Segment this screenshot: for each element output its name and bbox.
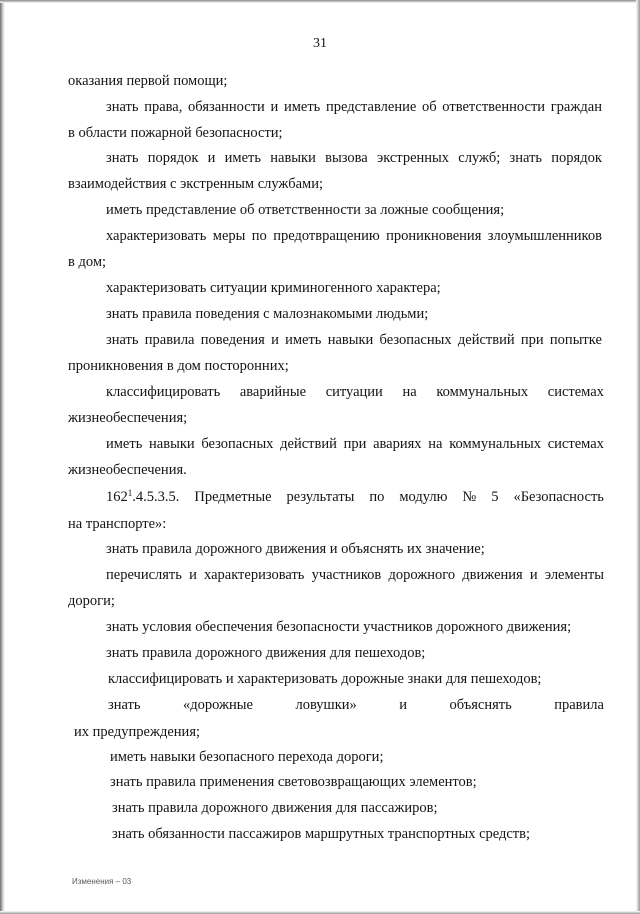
word: иметь: [224, 150, 261, 166]
word: знать: [106, 150, 139, 166]
section-number-main: 162: [106, 489, 128, 505]
word: поведения: [200, 332, 265, 348]
text-line: дороги;: [68, 593, 115, 609]
word: ситуации: [325, 384, 383, 400]
text-line: знать условия обеспечения безопасности участников дорожного движения;: [106, 619, 572, 635]
word: «дорожные: [182, 697, 253, 713]
word: 5: [491, 489, 499, 505]
word: действий: [280, 436, 337, 452]
text-line: жизнеобеспечения.: [68, 462, 187, 478]
word: навыки: [327, 332, 374, 348]
word: ответственности: [442, 99, 546, 115]
text-line: оказания первой помощи;: [68, 73, 228, 89]
word: классифицировать: [106, 384, 221, 400]
text-line: [106, 383, 604, 401]
word: вызова: [325, 150, 368, 166]
scan-edge-left: [0, 0, 5, 914]
word: характеризовать: [204, 567, 305, 583]
word: и: [399, 697, 408, 713]
word: попытке: [549, 332, 602, 348]
word: при: [520, 332, 544, 348]
text-line: взаимодействия с экстренным службами;: [68, 176, 324, 192]
word: проникновения: [386, 228, 482, 244]
word: системах: [547, 436, 604, 452]
word: знать: [106, 99, 139, 115]
text-line: [108, 696, 604, 714]
word: злоумышленников: [487, 228, 602, 244]
word: участников: [311, 567, 382, 583]
word: навыки: [149, 436, 195, 452]
word: предотвращению: [273, 228, 380, 244]
text-line: знать правила применения световозвращающих элементов;: [110, 774, 477, 790]
word: движения: [462, 567, 523, 583]
text-line: знать правила дорожного движения и объяснять их значение;: [106, 541, 485, 557]
text-line: иметь представление об ответственности за ложные сообщения;: [106, 202, 505, 218]
word: авариях: [373, 436, 422, 452]
word: «Безопасность: [513, 489, 604, 505]
word: обязанности: [188, 99, 265, 115]
section-number: [106, 488, 179, 506]
word: элементы: [544, 567, 604, 583]
word: модулю: [399, 489, 448, 505]
text-line: знать обязанности пассажиров маршрутных транспортных средств;: [112, 826, 531, 842]
text-line: знать правила дорожного движения для пешеходов;: [106, 645, 426, 661]
word: №: [462, 489, 477, 505]
text-line: [106, 98, 602, 116]
text-line: [106, 488, 604, 506]
word: Предметные: [194, 489, 272, 505]
word: граждан: [550, 99, 602, 115]
word: порядок: [551, 150, 602, 166]
word: дорожного: [388, 567, 456, 583]
word: безопасных: [379, 332, 452, 348]
word: перечислять: [106, 567, 182, 583]
word: системах: [547, 384, 604, 400]
text-line: [106, 331, 602, 349]
word: объяснять: [449, 697, 512, 713]
word: ловушки»: [295, 697, 357, 713]
word: по: [369, 489, 385, 505]
word: и: [270, 99, 279, 115]
word: действий: [457, 332, 515, 348]
word: аварийные: [239, 384, 307, 400]
text-line: в дом;: [68, 254, 107, 270]
word: коммунальных: [449, 436, 542, 452]
text-line: на транспорте»:: [68, 516, 167, 532]
word: коммунальных: [436, 384, 529, 400]
section-number-rest: .4.5.3.5.: [132, 489, 180, 505]
word: иметь: [106, 436, 143, 452]
word: знать: [106, 332, 139, 348]
word: по: [251, 228, 267, 244]
text-line: в области пожарной безопасности;: [68, 125, 283, 141]
text-line: [106, 227, 602, 245]
word: об: [421, 99, 437, 115]
word: служб;: [458, 150, 501, 166]
word: иметь: [285, 332, 322, 348]
text-line: классифицировать и характеризовать дорожные знаки для пешеходов;: [108, 671, 542, 687]
word: и: [207, 150, 216, 166]
word: характеризовать: [106, 228, 207, 244]
word: экстренных: [376, 150, 450, 166]
scan-edge-top: [0, 0, 640, 3]
word: правила: [554, 697, 604, 713]
word: иметь: [283, 99, 321, 115]
word: права,: [144, 99, 183, 115]
word: представление: [325, 99, 417, 115]
text-line: проникновения в дом посторонних;: [68, 358, 289, 374]
text-line: иметь навыки безопасного перехода дороги;: [110, 749, 384, 765]
word: и: [271, 332, 279, 348]
text-line: знать правила поведения с малознакомыми людьми;: [106, 306, 429, 322]
word: знать: [108, 697, 141, 713]
scan-edge-right: [636, 0, 640, 914]
text-line: [106, 566, 604, 584]
footer-note: Изменения – 03: [72, 877, 132, 886]
text-line: знать правила дорожного движения для пассажиров;: [112, 800, 438, 816]
word: навыки: [270, 150, 316, 166]
word: порядок: [147, 150, 199, 166]
page-number: 31: [313, 36, 327, 51]
word: безопасных: [201, 436, 274, 452]
word: на: [428, 436, 443, 452]
word: правила: [144, 332, 195, 348]
word: и: [529, 567, 538, 583]
word: меры: [212, 228, 246, 244]
text-line: [106, 435, 604, 453]
section-number-superscript: 1: [127, 488, 133, 498]
text-line: жизнеобеспечения;: [68, 410, 188, 426]
text-line: их предупреждения;: [74, 724, 201, 740]
text-line: характеризовать ситуации криминогенного характера;: [106, 280, 441, 296]
word: и: [189, 567, 197, 583]
text-line: [106, 149, 602, 167]
word: результаты: [286, 489, 355, 505]
word: знать: [509, 150, 543, 166]
word: при: [343, 436, 367, 452]
word: на: [402, 384, 417, 400]
